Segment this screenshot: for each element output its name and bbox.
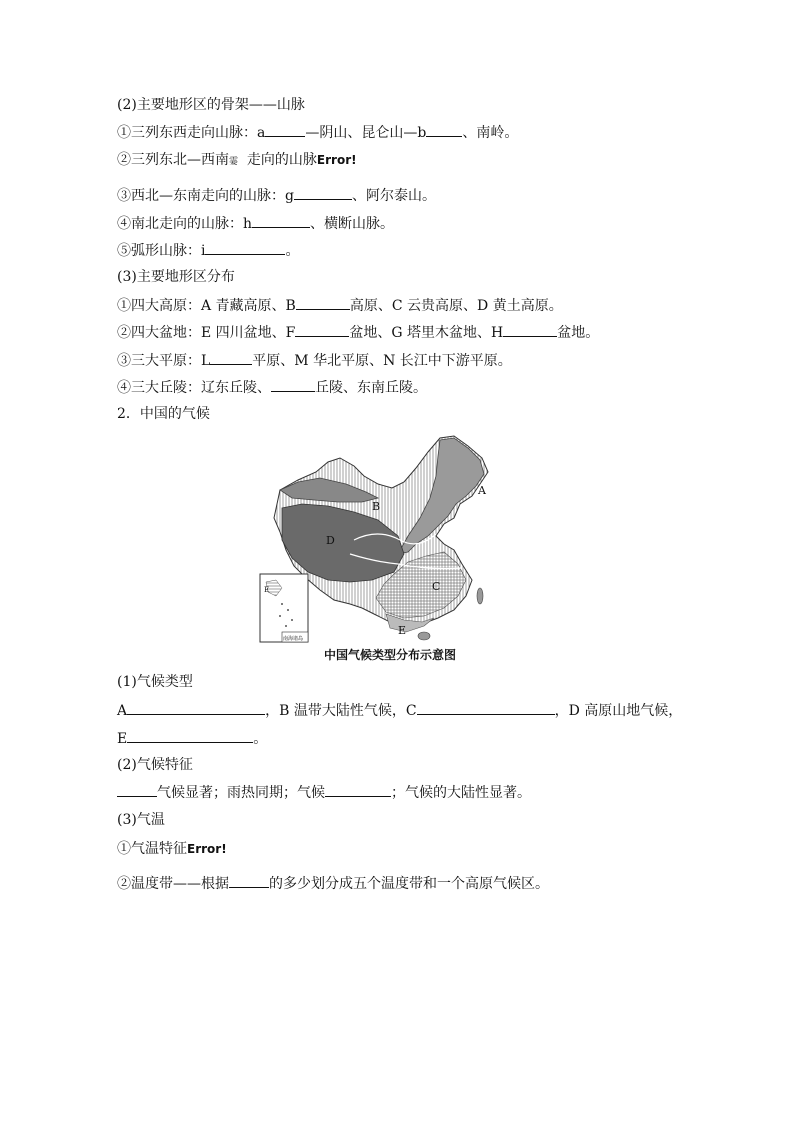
blank-climate-A[interactable] xyxy=(127,701,265,715)
label-A: A xyxy=(478,484,486,497)
label-E: E xyxy=(398,624,407,637)
heading-landforms: (3)主要地形区分布 xyxy=(117,269,235,285)
line-hills: ④三大丘陵：辽东丘陵、 丘陵、东南丘陵。 xyxy=(117,380,427,396)
line-arc-mountains: ⑤弧形山脉：i 。 xyxy=(117,243,300,259)
hainan-island xyxy=(418,632,430,640)
blank-L[interactable] xyxy=(210,351,252,365)
map-caption: 中国气候类型分布示意图 xyxy=(323,648,456,662)
blank-feature-1[interactable] xyxy=(117,783,157,797)
blank-B[interactable] xyxy=(296,296,350,310)
line-temperature-features: ①气温特征Error! xyxy=(117,841,227,857)
label-C: C xyxy=(432,580,441,593)
heading-temperature: (3)气温 xyxy=(117,812,165,828)
blank-climate-C[interactable] xyxy=(417,701,555,715)
blank-F[interactable] xyxy=(295,323,349,337)
heading-climate: 2．中国的气候 xyxy=(117,406,210,422)
line-plateaus: ①四大高原：A 青藏高原、B 高原、C 云贵高原、D 黄土高原。 xyxy=(117,298,563,314)
line-ns-mountains: ④南北走向的山脉：h 、横断山脉。 xyxy=(117,216,395,232)
blank-feature-2[interactable] xyxy=(325,783,391,797)
heading-mountains: (2)主要地形区的骨架——山脉 xyxy=(117,97,305,113)
blank-climate-E[interactable] xyxy=(127,729,253,743)
blank-hill[interactable] xyxy=(271,378,315,392)
blank-a[interactable] xyxy=(265,123,305,137)
line-nw-se-mountains: ③西北—东南走向的山脉：g 、阿尔泰山。 xyxy=(117,188,436,204)
svg-text:E: E xyxy=(264,586,270,594)
climate-map xyxy=(258,432,498,644)
blank-g[interactable] xyxy=(294,186,352,200)
heading-climate-features: (2)气候特征 xyxy=(117,757,193,773)
line-temperature-zones: ②温度带——根据 的多少划分成五个温度带和一个高原气候区。 xyxy=(117,876,549,892)
line-climate-types-2: E 。 xyxy=(117,731,268,747)
error-text: Error! xyxy=(316,153,357,167)
line-basins: ②四大盆地：E 四川盆地、F 盆地、G 塔里木盆地、H 盆地。 xyxy=(117,325,600,341)
blank-H[interactable] xyxy=(503,323,557,337)
blank-i[interactable] xyxy=(205,241,285,255)
blank-temp-zone[interactable] xyxy=(229,874,269,888)
heading-climate-types: (1)气候类型 xyxy=(117,674,193,690)
line-plains: ③三大平原：L 平原、M 华北平原、N 长江中下游平原。 xyxy=(117,353,512,369)
line-climate-types-1: A ，B 温带大陆性气候，C ，D 高原山地气候， xyxy=(117,703,683,719)
line-ne-sw-mountains: ②三列东北—西南霎 走向的山脉Error! xyxy=(117,152,357,168)
line-climate-features: 气候显著；雨热同期；气候 ；气候的大陆性显著。 xyxy=(117,783,531,802)
blank-b[interactable] xyxy=(426,123,462,137)
blank-h[interactable] xyxy=(252,214,310,228)
inset-label: 南海诸岛 xyxy=(283,636,304,642)
error-text-2: Error! xyxy=(187,842,227,856)
line-ew-mountains: ①三列东西走向山脉：a —阴山、昆仑山—b 、南岭。 xyxy=(117,125,519,141)
taiwan-island xyxy=(477,588,483,604)
label-D: D xyxy=(326,534,335,547)
label-B: B xyxy=(372,500,381,513)
